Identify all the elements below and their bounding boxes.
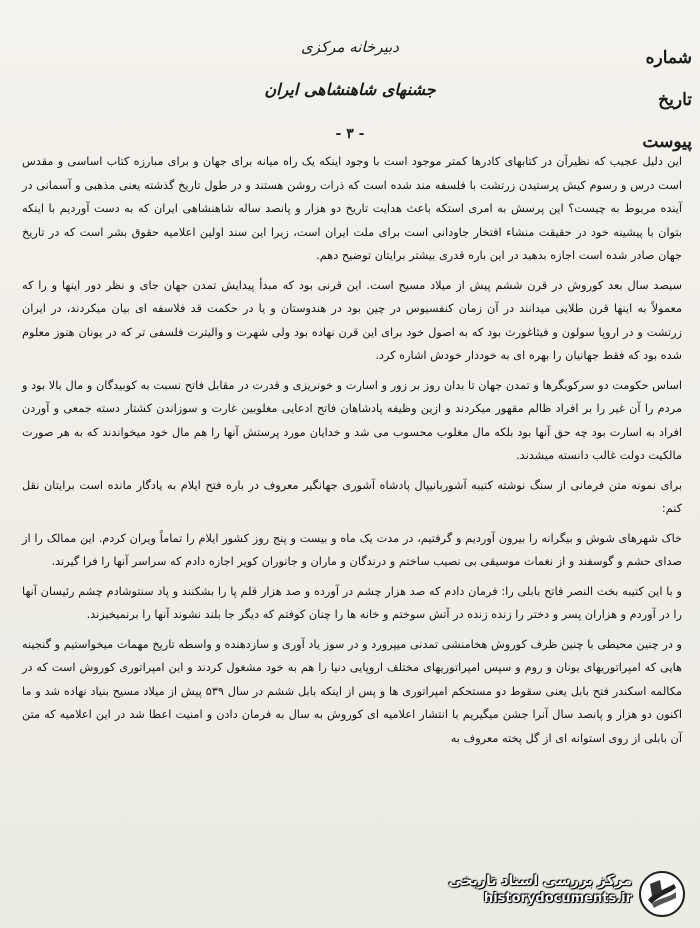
- organization-title: جشنهای شاهنشاهی ایران: [264, 80, 436, 99]
- letterhead: [0, 38, 700, 99]
- paragraph: برای نمونه متن فرمانی از سنگ نوشته کتیبه آشوربانیپال پادشاه آشوری جهانگیر معروف در باره فتح ایلام به یادگار مانده است برایتان نقل کنم:: [22, 478, 682, 515]
- secretariat-title: دبیرخانه مرکزی: [301, 38, 399, 56]
- paragraph: اساس حکومت دو سرکوبگرها و تمدن جهان تا بدان روز بر زور و اسارت و خونریزی و قدرت در مقابل فاتح نسبت به کوبیدگان و مال بالا بود و مردم را آن غیر را بر افراد ظالم مقهور میکردند و ازین وظیفه پادشاهان فاتح ادعایی مغلوبین غارت و سوزاندن کشتار دسته جمعی و آوردن افراد به اسارت بود چه حق آنها بود بلکه مال مغلوب محسوب می شد و خدایان مورد پرستش آنها را هم مال خود میخواندند که به هر صورت مالکیت دولت غالب دانسته میشدند.: [22, 378, 682, 462]
- quote-paragraph: خاک شهرهای شوش و بیگرانه را بیرون آوردیم و گرفتیم، در مدت یک ماه و بیست و پنج روز کشور ایلام را تماماً ویران کردم. این ممالک را از صدای حشم و گوسفند و از نغمات موسیقی بی نصیب ساختم و درندگان و ماران و جانوران کویر اجازه دادم که سراسر آنها را فرا گیرند.: [22, 531, 682, 568]
- document-body: [22, 150, 682, 846]
- paragraph: و با این کتیبه بخت النصر فاتح بابلی را: فرمان دادم که صد هزار چشم در آورده و صد هزار قلم پا را بشکنند و پاد سنتوشادم چشم رئیسان آنها را در آوردم و هزاران پسر و دختر را زنده زنده در آتش سوختم و خانه ها را چنان کوفتم که دیگر جا بلند نشوند آنها را برنمیخیزند.: [22, 584, 682, 621]
- date-label: تاریخ: [658, 90, 692, 110]
- paragraph: و در چنین محیطی با چنین ظرف کوروش هخامنشی تمدنی میپرورد و در سوز یاد آوری و سازدهنده و واسطه تاریخ مهمات میخواستیم و گنجینه هایی که امپراتوریهای یونان و روم و سپس امپراتوریهای مختلف اروپایی دنیا را هم به خود مشغول کردند و این امپراتوری کوروش است که در مکالمه اسکندر فتح بابل یعنی سقوط دو مستحکم امپراتوری ها و پس از اینکه بابل ششم در سال ۵۳۹ پیش از میلاد مسیح بنیاد نهاده شد و ما اکنون دو هزار و پانصد سال آنرا جشن میگیریم با انتشار اعلامیه ای کوروش به سال به فرمان دادن و امنیت اعطا شد در این اعلامیه که متن آن بابلی از روی استوانه ای از گل پخته معروف به: [22, 637, 683, 745]
- watermark-text: [448, 872, 632, 908]
- paragraph: این دلیل عجیب که نظیرآن در کتابهای کادرها کمتر موجود است با وجود اینکه یک راه میانه برای جهان و برای مبارزه کتاب اساسی و مقدس است درس و رسوم کیش پرستیدن زرتشت با فلسفه مند شده است که ذرات روشن هستند و در طول تاریخ گذشته یعنی مذهبی و آسمانی در آینده مربوط به چیست؟ این پرسش به امری استکه باعث هدایت تاریخ دو هزار و پانصد ساله شاهنشاهی ایران که به دست آوردیم با اینکه بتوان با پیشینه خود در حقیقت منشاء افتخار جاودانی است برای ملت ایران است، زیرا این سند اولین اعلامیه حقوق بشر است که در تاریخ جهان صادر شده است اجازه بدهید در این باره قدری بیشتر برایتان توضیح دهم.: [22, 155, 682, 262]
- watermark: [420, 862, 690, 922]
- book-logo-icon: [638, 870, 686, 918]
- page-number: - ۳ -: [335, 126, 365, 142]
- watermark-url: historydocuments.ir: [483, 891, 632, 906]
- watermark-title: مرکز بررسی اسناد تاریخی: [448, 873, 632, 889]
- paragraph: سیصد سال بعد کوروش در قرن ششم پیش از میلاد مسیح است. این قرنی بود که مبدأ پیدایش تمدن جهان جای و نظر دور اینها و را که معمولاً به اینها قرن طلایی میدانند در آن زمان کنفسیوس در چین بود در هندوستان و یا در حکمت قد فلاسفه ای بیان میکردند، در ایران زرتشت و در اروپا سولون و فیثاغورث بود که به اصول خود برای این قرن نهاده بود ولی شهرت و والیترت فلسفی تر که در یونان هنوز معلوم شده بود که فقط جهانیان را بهره ای به خوددار خودش اشاره کرد.: [22, 278, 682, 362]
- number-label: شماره: [645, 48, 692, 68]
- attachment-label: پیوست: [642, 132, 692, 152]
